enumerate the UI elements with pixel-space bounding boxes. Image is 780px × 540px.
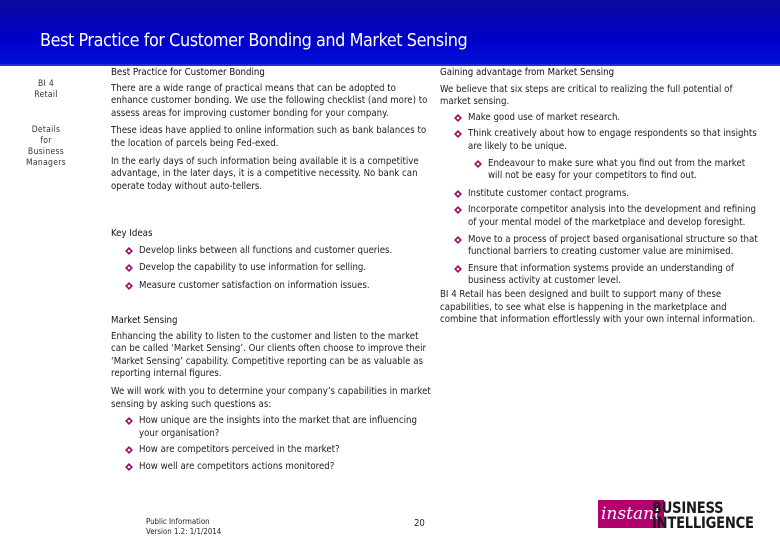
- list-item: [454, 204, 758, 229]
- paragraph: We believe that six steps are critical to realizing the full potential of market sensing.: [440, 83, 733, 108]
- banner-divider: [0, 64, 780, 66]
- question-text: How are competitors perceived in the market?: [139, 444, 340, 456]
- question-text: How well are competitors actions monitored?: [139, 460, 335, 472]
- list-item: [125, 415, 433, 440]
- step-text: Make good use of market research.: [468, 111, 621, 123]
- key-ideas-section: [111, 228, 433, 292]
- diamond-bullet-icon: [125, 247, 133, 255]
- diamond-bullet-icon: [454, 130, 462, 138]
- paragraph: We will work with you to determine your company’s capabilities in market sensing by asking such questions as:: [111, 385, 431, 410]
- page-title: Best Practice for Customer Bonding and Market Sensing: [40, 31, 468, 51]
- sidebar-product-line: BI 4: [38, 79, 54, 89]
- list-item: [454, 112, 758, 125]
- advantage-heading: Gaining advantage from Market Sensing: [440, 67, 615, 78]
- list-item: [125, 444, 433, 457]
- diamond-bullet-icon: [125, 463, 133, 471]
- sidebar-product: [18, 79, 74, 101]
- paragraph: BI 4 Retail has been designed and built to support many of these capabilities, to see what else is happening in the marketplace and combine that information effortlessly with your own internal information.: [440, 288, 756, 326]
- paragraph: Enhancing the ability to listen to the customer and listen to the market can be called ‘Market Sensing’. Our clients often choose to improve their ‘Market Sensing’ capability. Competitive reporting can be as valuable as reporting internal figures.: [111, 330, 427, 380]
- logo-line: INTELLIGENCE: [652, 513, 754, 532]
- sidebar-audience: [18, 125, 74, 169]
- logo-wordmark: [652, 500, 754, 530]
- sub-step-text: Endeavour to make sure what you find out from the market will not be easy for your competitors to find out.: [488, 157, 746, 182]
- market-sensing-section: [111, 315, 433, 474]
- sidebar-audience-line: Business: [27, 147, 65, 157]
- market-sensing-advantage-section: [440, 67, 758, 327]
- customer-bonding-section: [111, 67, 433, 193]
- customer-bonding-heading: Best Practice for Customer Bonding: [111, 67, 265, 78]
- list-item: [474, 158, 758, 183]
- sidebar-audience-line: Managers: [26, 158, 66, 168]
- logo-instant-block: instant: [598, 500, 664, 528]
- diamond-bullet-icon: [454, 206, 462, 214]
- key-idea-text: Develop links between all functions and customer queries.: [139, 244, 393, 256]
- step-text: Institute customer contact programs.: [468, 187, 630, 199]
- key-idea-text: Develop the capability to use information for selling.: [139, 262, 367, 274]
- list-item: [125, 280, 433, 293]
- instant-business-intelligence-logo: [598, 500, 776, 534]
- list-item: [454, 234, 758, 259]
- classification-label: Public Information: [146, 517, 210, 526]
- diamond-bullet-icon: [454, 190, 462, 198]
- diamond-bullet-icon: [125, 282, 133, 290]
- list-item: [454, 128, 758, 153]
- sidebar-product-line: Retail: [34, 90, 58, 100]
- diamond-bullet-icon: [454, 114, 462, 122]
- step-text: Ensure that information systems provide an understanding of business activity at customer level.: [468, 262, 734, 287]
- question-text: How unique are the insights into the market that are influencing your organisation?: [139, 415, 417, 439]
- step-text: Think creatively about how to engage respondents so that insights are likely to be unique.: [468, 128, 757, 152]
- page-number: 20: [414, 518, 425, 529]
- step-text: Incorporate competitor analysis into the development and refining of your mental model of the marketplace and develop foresight.: [468, 204, 757, 228]
- key-ideas-heading: Key Ideas: [111, 228, 153, 239]
- diamond-bullet-icon: [125, 446, 133, 454]
- paragraph: These ideas have applied to online information such as bank balances to the location of parcels being Fed-exed.: [111, 125, 427, 149]
- diamond-bullet-icon: [454, 265, 462, 273]
- list-item: [454, 263, 758, 288]
- step-text: Move to a process of project based organisational structure so that functional barriers to creating customer value are minimised.: [468, 233, 758, 258]
- diamond-bullet-icon: [454, 236, 462, 244]
- list-item: [125, 461, 433, 474]
- sidebar-audience-line: Details: [31, 125, 61, 135]
- diamond-bullet-icon: [125, 264, 133, 272]
- diamond-bullet-icon: [474, 160, 482, 168]
- list-item: [125, 245, 433, 258]
- list-item: [454, 188, 758, 201]
- logo-line: BUSINESS: [652, 498, 724, 517]
- version-label: Version 1.2: 1/1/2014: [146, 527, 222, 536]
- diamond-bullet-icon: [125, 417, 133, 425]
- market-sensing-heading: Market Sensing: [111, 315, 178, 326]
- sidebar-audience-line: for: [40, 136, 52, 146]
- footer-info: [146, 517, 221, 537]
- list-item: [125, 262, 433, 275]
- key-idea-text: Measure customer satisfaction on information issues.: [139, 279, 370, 291]
- paragraph: There are a wide range of practical means that can be adopted to enhance customer bonding. We use the following checklist (and more) to assess areas for improving customer bonding for your company.: [111, 82, 428, 119]
- paragraph: In the early days of such information being available it is a competitive advantage, in the later days, it is a competitive necessity. No bank can operate today without auto-tellers.: [111, 155, 419, 192]
